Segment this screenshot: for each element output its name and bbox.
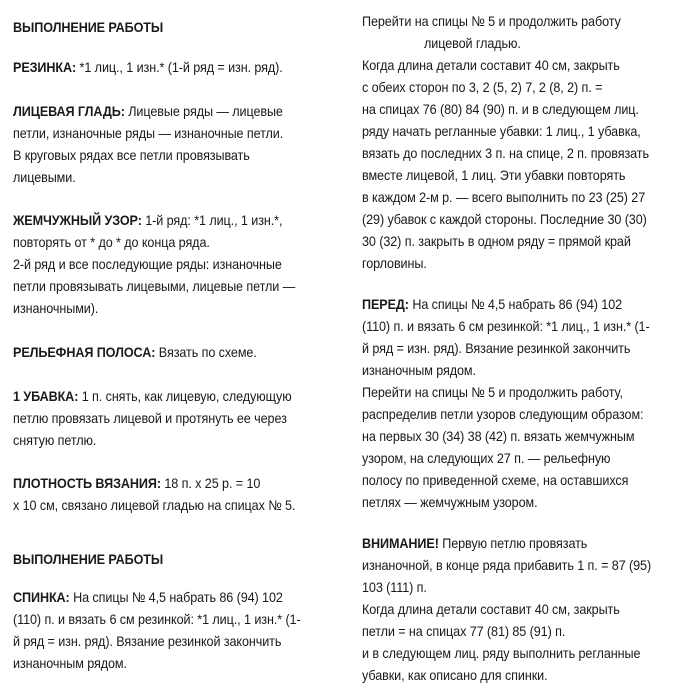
back-cont-line-3: Когда длина детали составит 40 см, закрыть [362,57,620,73]
section-title: ВЫПОЛНЕНИЕ РАБОТЫ [13,19,164,35]
attention-line-1: ВНИМАНИЕ! Первую петлю провязать [362,535,588,551]
front-line-9: полосу по приведенной схеме, на оставшихся [362,472,629,488]
rib-label: РЕЗИНКА: [13,59,77,75]
gauge-line-2: х 10 см, связано лицевой гладью на спицах № 5. [13,497,296,513]
attention-line-7: убавки, как описано для спинки. [362,667,548,683]
back-cont-line-2: лицевой гладью. [424,35,521,51]
pearl-line-5: изнаночными). [13,300,99,316]
back-cont-line-8: вместе лицевой, 1 лиц. Эти убавки повторять [362,167,626,183]
attention-line-2: изнаночной, в конце ряда прибавить 1 п. = 87 (95) [362,557,652,573]
decrease-label: 1 УБАВКА: [13,388,79,404]
back-line-1: СПИНКА: На спицы № 4,5 набрать 86 (94) 102 [13,589,283,605]
back-cont-line-12: горловины. [362,255,427,271]
attention-line-4: Когда длина детали составит 40 см, закрыть [362,601,620,617]
front-label: ПЕРЕД: [362,296,409,312]
front-line-5: Перейти на спицы № 5 и продолжить работу, [362,384,623,400]
gauge-label: ПЛОТНОСТЬ ВЯЗАНИЯ: [13,475,161,491]
front-line-3: й ряд = изн. ряд). Вязание резинкой закончить [362,340,631,356]
decrease-line-3: снятую петлю. [13,432,97,448]
back-label: СПИНКА: [13,589,70,605]
back-cont-line-1: Перейти на спицы № 5 и продолжить работу [362,13,621,29]
back-cont-line-11: 30 (32) п. закрыть в одном ряду = прямой край [362,233,631,249]
back-cont-line-6: ряду начать регланные убавки: 1 лиц., 1 убавка, [362,123,641,139]
pearl-line-3: 2-й ряд и все последующие ряды: изнаночные [13,256,282,272]
section-title-2: ВЫПОЛНЕНИЕ РАБОТЫ [13,551,164,567]
pearl-line-1: ЖЕМЧУЖНЫЙ УЗОР: 1-й ряд: *1 лиц., 1 изн.*, [13,212,283,228]
relief-line-1: РЕЛЬЕФНАЯ ПОЛОСА: Вязать по схеме. [13,344,257,360]
attention-line-3: 103 (111) п. [362,579,427,595]
rib-line-1: РЕЗИНКА: *1 лиц., 1 изн.* (1-й ряд = изн. ряд). [13,59,283,75]
front-line-6: распределив петли узоров следующим образом: [362,406,644,422]
stockinette-line-1: ЛИЦЕВАЯ ГЛАДЬ: Лицевые ряды — лицевые [13,103,283,119]
stockinette-line-3: В круговых рядах все петли провязывать [13,147,250,163]
relief-label: РЕЛЬЕФНАЯ ПОЛОСА: [13,344,156,360]
back-cont-line-4: с обеих сторон по 3, 2 (5, 2) 7, 2 (8, 2) п. = [362,79,603,95]
decrease-line-1: 1 УБАВКА: 1 п. снять, как лицевую, следующую [13,388,292,404]
front-line-4: изнаночным рядом. [362,362,476,378]
front-line-7: на первых 30 (34) 38 (42) п. вязать жемчужным [362,428,635,444]
stockinette-line-2: петли, изнаночные ряды — изнаночные петли. [13,125,284,141]
back-line-2: (110) п. и вязать 6 см резинкой: *1 лиц., 1 изн.* (1- [13,611,301,627]
pearl-line-2: повторять от * до * до конца ряда. [13,234,210,250]
decrease-line-2: петлю провязать лицевой и протянуть ее через [13,410,287,426]
front-line-2: (110) п. и вязать 6 см резинкой: *1 лиц., 1 изн.* (1- [362,318,650,334]
attention-line-5: петли = на спицах 77 (81) 85 (91) п. [362,623,566,639]
back-cont-line-5: на спицах 76 (80) 84 (90) п. и в следующем лиц. [362,101,639,117]
back-cont-line-7: вязать до последних 3 п. на спице, 2 п. провязать [362,145,649,161]
back-line-4: изнаночным рядом. [13,655,127,671]
stockinette-label: ЛИЦЕВАЯ ГЛАДЬ: [13,103,125,119]
stockinette-line-4: лицевыми. [13,169,76,185]
front-line-8: узором, на следующих 27 п. — рельефную [362,450,611,466]
gauge-line-1: ПЛОТНОСТЬ ВЯЗАНИЯ: 18 п. х 25 р. = 10 [13,475,261,491]
attention-label: ВНИМАНИЕ! [362,535,439,551]
front-line-1: ПЕРЕД: На спицы № 4,5 набрать 86 (94) 102 [362,296,623,312]
front-line-10: петлях — жемчужным узором. [362,494,538,510]
pearl-line-4: петли провязывать лицевыми, лицевые петли — [13,278,296,294]
attention-line-6: и в следующем лиц. ряду выполнить регланные [362,645,641,661]
back-line-3: й ряд = изн. ряд). Вязание резинкой закончить [13,633,282,649]
pearl-label: ЖЕМЧУЖНЫЙ УЗОР: [13,212,142,228]
back-cont-line-9: в каждом 2-м р. — всего выполнить по 23 (25) 27 [362,189,646,205]
back-cont-line-10: (29) убавок с каждой стороны. Последние 30 (30) [362,211,647,227]
